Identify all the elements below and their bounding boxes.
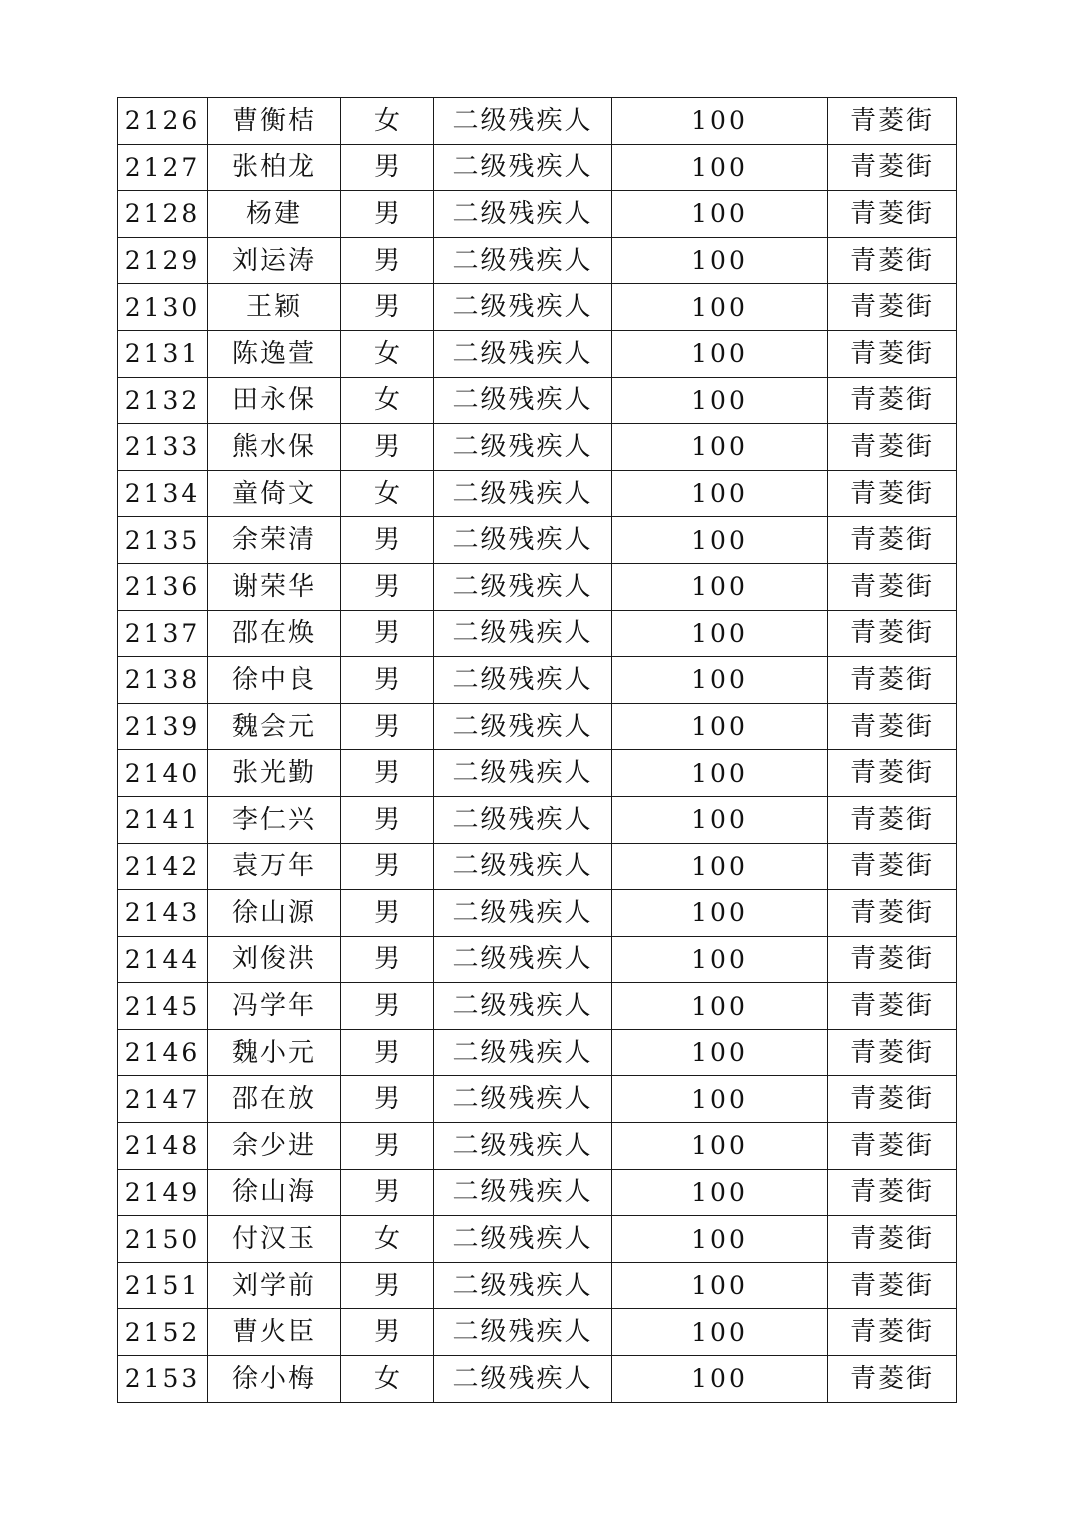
street-cell: 青菱街 <box>828 563 957 610</box>
amount-cell: 100 <box>612 517 828 564</box>
name-cell: 童倚文 <box>208 470 341 517</box>
street-cell: 青菱街 <box>828 610 957 657</box>
name-cell: 张光勤 <box>208 750 341 797</box>
disability-level-cell: 二级残疾人 <box>434 1356 612 1403</box>
name-cell: 徐山源 <box>208 890 341 937</box>
roster-table-body <box>118 98 957 1403</box>
disability-level-cell: 二级残疾人 <box>434 1262 612 1309</box>
street-cell: 青菱街 <box>828 1216 957 1263</box>
street-cell: 青菱街 <box>828 843 957 890</box>
gender-cell: 男 <box>341 796 434 843</box>
disability-level-cell: 二级残疾人 <box>434 144 612 191</box>
amount-cell: 100 <box>612 1076 828 1123</box>
street-cell: 青菱街 <box>828 1169 957 1216</box>
amount-cell: 100 <box>612 843 828 890</box>
name-cell: 李仁兴 <box>208 796 341 843</box>
gender-cell: 女 <box>341 1216 434 1263</box>
table-row <box>118 1216 957 1263</box>
serial-number-cell: 2132 <box>118 377 208 424</box>
table-row <box>118 98 957 145</box>
name-cell: 张柏龙 <box>208 144 341 191</box>
name-cell: 杨建 <box>208 191 341 238</box>
serial-number-cell: 2153 <box>118 1356 208 1403</box>
disability-level-cell: 二级残疾人 <box>434 1169 612 1216</box>
street-cell: 青菱街 <box>828 377 957 424</box>
amount-cell: 100 <box>612 750 828 797</box>
disability-level-cell: 二级残疾人 <box>434 843 612 890</box>
disability-level-cell: 二级残疾人 <box>434 657 612 704</box>
disability-level-cell: 二级残疾人 <box>434 98 612 145</box>
table-row <box>118 191 957 238</box>
disability-level-cell: 二级残疾人 <box>434 517 612 564</box>
disability-level-cell: 二级残疾人 <box>434 750 612 797</box>
table-row <box>118 563 957 610</box>
name-cell: 魏小元 <box>208 1029 341 1076</box>
table-row <box>118 284 957 331</box>
disability-level-cell: 二级残疾人 <box>434 936 612 983</box>
name-cell: 刘俊洪 <box>208 936 341 983</box>
gender-cell: 男 <box>341 610 434 657</box>
table-row <box>118 517 957 564</box>
amount-cell: 100 <box>612 377 828 424</box>
serial-number-cell: 2131 <box>118 330 208 377</box>
table-row <box>118 983 957 1030</box>
amount-cell: 100 <box>612 1262 828 1309</box>
street-cell: 青菱街 <box>828 657 957 704</box>
amount-cell: 100 <box>612 144 828 191</box>
table-row <box>118 1309 957 1356</box>
gender-cell: 男 <box>341 843 434 890</box>
name-cell: 曹火臣 <box>208 1309 341 1356</box>
disability-level-cell: 二级残疾人 <box>434 703 612 750</box>
serial-number-cell: 2149 <box>118 1169 208 1216</box>
disability-level-cell: 二级残疾人 <box>434 237 612 284</box>
name-cell: 王颖 <box>208 284 341 331</box>
table-row <box>118 796 957 843</box>
serial-number-cell: 2144 <box>118 936 208 983</box>
disability-level-cell: 二级残疾人 <box>434 470 612 517</box>
name-cell: 田永保 <box>208 377 341 424</box>
table-row <box>118 1262 957 1309</box>
street-cell: 青菱街 <box>828 330 957 377</box>
gender-cell: 男 <box>341 424 434 471</box>
serial-number-cell: 2128 <box>118 191 208 238</box>
amount-cell: 100 <box>612 936 828 983</box>
name-cell: 袁万年 <box>208 843 341 890</box>
serial-number-cell: 2142 <box>118 843 208 890</box>
gender-cell: 女 <box>341 330 434 377</box>
name-cell: 熊水保 <box>208 424 341 471</box>
name-cell: 余少进 <box>208 1123 341 1170</box>
amount-cell: 100 <box>612 470 828 517</box>
street-cell: 青菱街 <box>828 936 957 983</box>
serial-number-cell: 2129 <box>118 237 208 284</box>
table-row <box>118 890 957 937</box>
roster-table <box>117 97 957 1403</box>
disability-level-cell: 二级残疾人 <box>434 1216 612 1263</box>
amount-cell: 100 <box>612 1029 828 1076</box>
table-row <box>118 657 957 704</box>
serial-number-cell: 2135 <box>118 517 208 564</box>
table-row <box>118 1076 957 1123</box>
gender-cell: 男 <box>341 1309 434 1356</box>
serial-number-cell: 2152 <box>118 1309 208 1356</box>
gender-cell: 男 <box>341 703 434 750</box>
table-row <box>118 936 957 983</box>
name-cell: 谢荣华 <box>208 563 341 610</box>
disability-level-cell: 二级残疾人 <box>434 424 612 471</box>
table-row <box>118 237 957 284</box>
table-row <box>118 750 957 797</box>
street-cell: 青菱街 <box>828 983 957 1030</box>
gender-cell: 男 <box>341 1123 434 1170</box>
amount-cell: 100 <box>612 1123 828 1170</box>
gender-cell: 女 <box>341 377 434 424</box>
disability-level-cell: 二级残疾人 <box>434 796 612 843</box>
street-cell: 青菱街 <box>828 796 957 843</box>
serial-number-cell: 2136 <box>118 563 208 610</box>
serial-number-cell: 2130 <box>118 284 208 331</box>
amount-cell: 100 <box>612 890 828 937</box>
gender-cell: 男 <box>341 191 434 238</box>
table-row <box>118 843 957 890</box>
name-cell: 冯学年 <box>208 983 341 1030</box>
street-cell: 青菱街 <box>828 890 957 937</box>
street-cell: 青菱街 <box>828 1029 957 1076</box>
street-cell: 青菱街 <box>828 237 957 284</box>
serial-number-cell: 2147 <box>118 1076 208 1123</box>
street-cell: 青菱街 <box>828 1262 957 1309</box>
street-cell: 青菱街 <box>828 144 957 191</box>
serial-number-cell: 2134 <box>118 470 208 517</box>
gender-cell: 男 <box>341 657 434 704</box>
table-row <box>118 470 957 517</box>
gender-cell: 男 <box>341 890 434 937</box>
disability-level-cell: 二级残疾人 <box>434 1076 612 1123</box>
street-cell: 青菱街 <box>828 1309 957 1356</box>
serial-number-cell: 2139 <box>118 703 208 750</box>
disability-level-cell: 二级残疾人 <box>434 1029 612 1076</box>
serial-number-cell: 2145 <box>118 983 208 1030</box>
amount-cell: 100 <box>612 1169 828 1216</box>
street-cell: 青菱街 <box>828 703 957 750</box>
amount-cell: 100 <box>612 610 828 657</box>
disability-level-cell: 二级残疾人 <box>434 330 612 377</box>
street-cell: 青菱街 <box>828 750 957 797</box>
table-row <box>118 377 957 424</box>
gender-cell: 男 <box>341 750 434 797</box>
name-cell: 刘运涛 <box>208 237 341 284</box>
serial-number-cell: 2141 <box>118 796 208 843</box>
name-cell: 徐山海 <box>208 1169 341 1216</box>
table-row <box>118 424 957 471</box>
disability-level-cell: 二级残疾人 <box>434 610 612 657</box>
serial-number-cell: 2151 <box>118 1262 208 1309</box>
serial-number-cell: 2138 <box>118 657 208 704</box>
gender-cell: 女 <box>341 98 434 145</box>
table-row <box>118 144 957 191</box>
gender-cell: 男 <box>341 1076 434 1123</box>
serial-number-cell: 2137 <box>118 610 208 657</box>
name-cell: 曹衡桔 <box>208 98 341 145</box>
gender-cell: 男 <box>341 563 434 610</box>
serial-number-cell: 2148 <box>118 1123 208 1170</box>
serial-number-cell: 2133 <box>118 424 208 471</box>
street-cell: 青菱街 <box>828 470 957 517</box>
name-cell: 徐中良 <box>208 657 341 704</box>
table-row <box>118 1356 957 1403</box>
disability-level-cell: 二级残疾人 <box>434 377 612 424</box>
amount-cell: 100 <box>612 796 828 843</box>
amount-cell: 100 <box>612 330 828 377</box>
disability-level-cell: 二级残疾人 <box>434 284 612 331</box>
gender-cell: 男 <box>341 1029 434 1076</box>
street-cell: 青菱街 <box>828 424 957 471</box>
disability-level-cell: 二级残疾人 <box>434 1309 612 1356</box>
gender-cell: 男 <box>341 284 434 331</box>
gender-cell: 男 <box>341 1169 434 1216</box>
amount-cell: 100 <box>612 563 828 610</box>
amount-cell: 100 <box>612 703 828 750</box>
table-row <box>118 610 957 657</box>
gender-cell: 男 <box>341 144 434 191</box>
name-cell: 余荣清 <box>208 517 341 564</box>
disability-level-cell: 二级残疾人 <box>434 890 612 937</box>
name-cell: 刘学前 <box>208 1262 341 1309</box>
amount-cell: 100 <box>612 1356 828 1403</box>
table-row <box>118 330 957 377</box>
serial-number-cell: 2127 <box>118 144 208 191</box>
amount-cell: 100 <box>612 237 828 284</box>
amount-cell: 100 <box>612 98 828 145</box>
amount-cell: 100 <box>612 657 828 704</box>
disability-level-cell: 二级残疾人 <box>434 191 612 238</box>
serial-number-cell: 2140 <box>118 750 208 797</box>
amount-cell: 100 <box>612 191 828 238</box>
street-cell: 青菱街 <box>828 191 957 238</box>
gender-cell: 女 <box>341 470 434 517</box>
name-cell: 邵在焕 <box>208 610 341 657</box>
serial-number-cell: 2143 <box>118 890 208 937</box>
name-cell: 邵在放 <box>208 1076 341 1123</box>
street-cell: 青菱街 <box>828 517 957 564</box>
gender-cell: 男 <box>341 1262 434 1309</box>
street-cell: 青菱街 <box>828 1356 957 1403</box>
amount-cell: 100 <box>612 1309 828 1356</box>
serial-number-cell: 2150 <box>118 1216 208 1263</box>
serial-number-cell: 2146 <box>118 1029 208 1076</box>
table-row <box>118 703 957 750</box>
street-cell: 青菱街 <box>828 284 957 331</box>
table-row <box>118 1123 957 1170</box>
name-cell: 魏会元 <box>208 703 341 750</box>
table-row <box>118 1029 957 1076</box>
name-cell: 付汉玉 <box>208 1216 341 1263</box>
gender-cell: 男 <box>341 237 434 284</box>
street-cell: 青菱街 <box>828 1076 957 1123</box>
street-cell: 青菱街 <box>828 1123 957 1170</box>
serial-number-cell: 2126 <box>118 98 208 145</box>
amount-cell: 100 <box>612 424 828 471</box>
disability-level-cell: 二级残疾人 <box>434 563 612 610</box>
name-cell: 徐小梅 <box>208 1356 341 1403</box>
amount-cell: 100 <box>612 983 828 1030</box>
disability-level-cell: 二级残疾人 <box>434 1123 612 1170</box>
gender-cell: 男 <box>341 936 434 983</box>
name-cell: 陈逸萱 <box>208 330 341 377</box>
disability-level-cell: 二级残疾人 <box>434 983 612 1030</box>
gender-cell: 男 <box>341 517 434 564</box>
street-cell: 青菱街 <box>828 98 957 145</box>
gender-cell: 男 <box>341 983 434 1030</box>
table-row <box>118 1169 957 1216</box>
gender-cell: 女 <box>341 1356 434 1403</box>
amount-cell: 100 <box>612 284 828 331</box>
amount-cell: 100 <box>612 1216 828 1263</box>
